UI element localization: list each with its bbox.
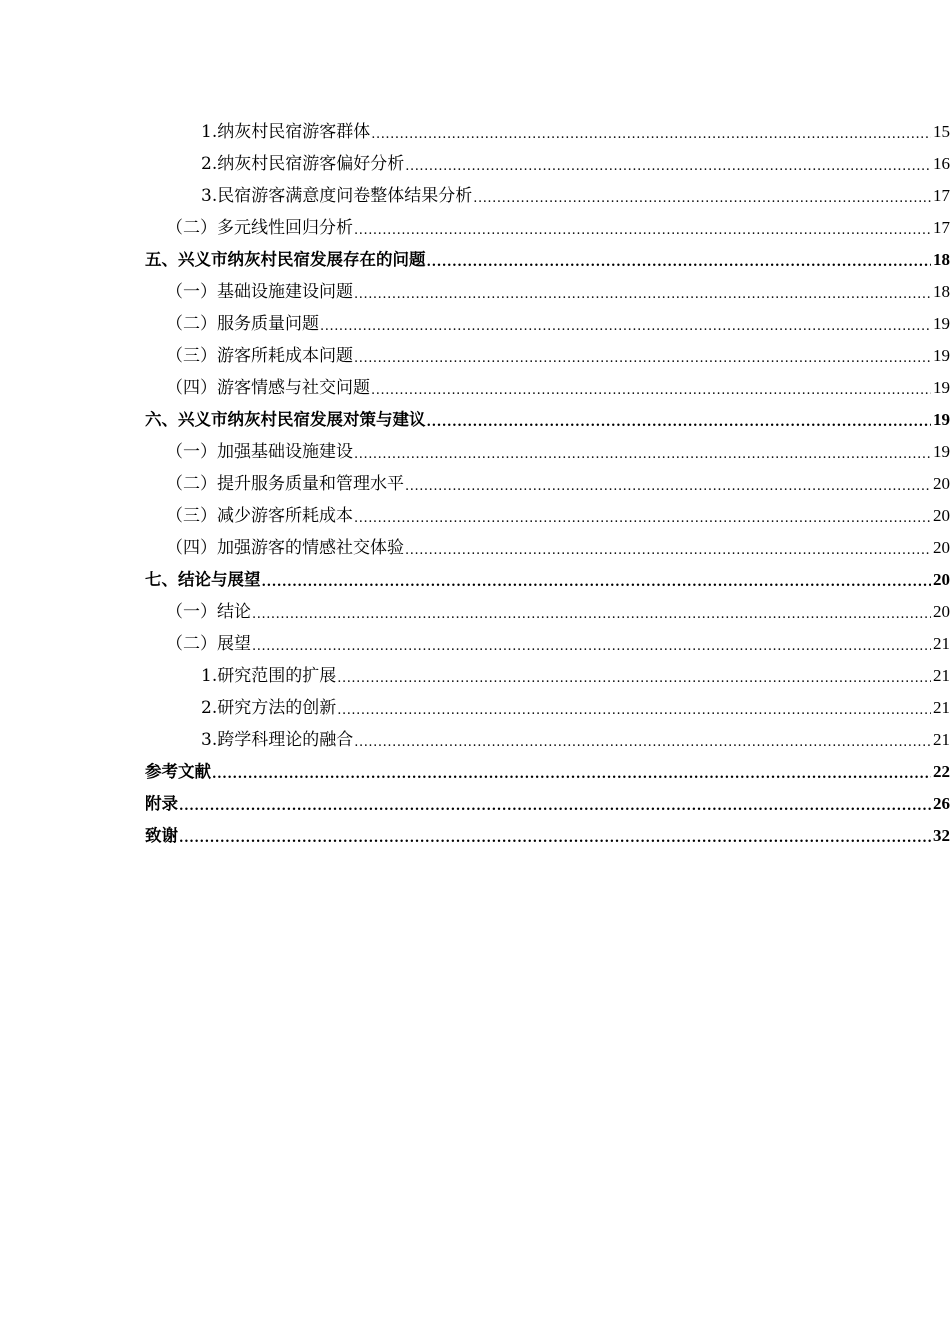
toc-entry-page-number: 19 bbox=[933, 346, 950, 365]
toc-entry-page-number: 21 bbox=[933, 634, 950, 653]
toc-entry[interactable] bbox=[0, 212, 950, 244]
toc-entry-content bbox=[166, 596, 950, 628]
toc-entry-page-number: 20 bbox=[933, 570, 950, 589]
toc-entry[interactable] bbox=[0, 724, 950, 756]
toc-entry-label: 1.纳灰村民宿游客群体 bbox=[201, 122, 371, 142]
toc-entry-content bbox=[145, 244, 950, 276]
toc-entry-page-number: 19 bbox=[933, 442, 950, 461]
toc-dot-leader bbox=[354, 276, 931, 308]
toc-entry-label: 附录 bbox=[145, 794, 178, 813]
toc-entry[interactable] bbox=[0, 180, 950, 212]
toc-entry-content bbox=[145, 756, 950, 788]
toc-entry-page-number: 18 bbox=[933, 250, 950, 269]
toc-entry-content bbox=[201, 148, 950, 180]
toc-entry[interactable] bbox=[0, 436, 950, 468]
toc-entry-content bbox=[166, 340, 950, 372]
toc-entry-page-number: 26 bbox=[933, 794, 950, 813]
toc-dot-leader bbox=[473, 180, 931, 212]
toc-dot-leader bbox=[252, 628, 931, 660]
toc-entry-content bbox=[166, 308, 950, 340]
toc-entry-page-number: 19 bbox=[933, 410, 950, 429]
toc-entry-label: （二）服务质量问题 bbox=[166, 314, 319, 334]
toc-entry-label: （一）加强基础设施建设 bbox=[166, 442, 353, 462]
toc-entry-page-number: 20 bbox=[933, 602, 950, 621]
toc-entry-page-number: 20 bbox=[933, 538, 950, 557]
toc-entry-page-number: 21 bbox=[933, 666, 950, 685]
toc-dot-leader bbox=[354, 500, 931, 532]
toc-dot-leader bbox=[337, 692, 931, 724]
toc-dot-leader bbox=[371, 116, 931, 148]
toc-entry-page-number: 22 bbox=[933, 762, 950, 781]
toc-dot-leader bbox=[354, 340, 931, 372]
toc-entry-page-number: 32 bbox=[933, 826, 950, 845]
toc-entry-label: 2.纳灰村民宿游客偏好分析 bbox=[201, 154, 405, 174]
toc-entry-page-number: 19 bbox=[933, 314, 950, 333]
toc-entry-label: （一）结论 bbox=[166, 602, 251, 622]
toc-entry-content bbox=[166, 212, 950, 244]
toc-dot-leader bbox=[354, 724, 931, 756]
toc-dot-leader bbox=[405, 468, 931, 500]
toc-entry-label: （三）减少游客所耗成本 bbox=[166, 506, 353, 526]
toc-entry-content bbox=[166, 468, 950, 500]
toc-entry-label: 3.跨学科理论的融合 bbox=[201, 730, 354, 750]
toc-entry-page-number: 20 bbox=[933, 506, 950, 525]
toc-entry[interactable] bbox=[0, 244, 950, 276]
toc-entry[interactable] bbox=[0, 148, 950, 180]
table-of-contents bbox=[0, 116, 950, 852]
toc-entry-label: （四）游客情感与社交问题 bbox=[166, 378, 370, 398]
toc-entry-label: 参考文献 bbox=[145, 762, 211, 781]
toc-entry[interactable] bbox=[0, 596, 950, 628]
toc-entry[interactable] bbox=[0, 820, 950, 852]
toc-entry-label: （三）游客所耗成本问题 bbox=[166, 346, 353, 366]
toc-entry-label: 1.研究范围的扩展 bbox=[201, 666, 337, 686]
toc-dot-leader bbox=[179, 820, 931, 852]
toc-entry-content bbox=[201, 660, 950, 692]
toc-entry-content bbox=[145, 564, 950, 596]
toc-entry-content bbox=[166, 532, 950, 564]
toc-dot-leader bbox=[252, 596, 931, 628]
toc-entry-content bbox=[145, 820, 950, 852]
toc-entry[interactable] bbox=[0, 628, 950, 660]
toc-entry[interactable] bbox=[0, 468, 950, 500]
toc-entry-label: （四）加强游客的情感社交体验 bbox=[166, 538, 404, 558]
toc-entry[interactable] bbox=[0, 116, 950, 148]
toc-dot-leader bbox=[427, 404, 932, 436]
toc-entry[interactable] bbox=[0, 340, 950, 372]
toc-entry[interactable] bbox=[0, 660, 950, 692]
toc-entry-page-number: 20 bbox=[933, 474, 950, 493]
toc-entry[interactable] bbox=[0, 788, 950, 820]
toc-entry-label: 六、兴义市纳灰村民宿发展对策与建议 bbox=[145, 410, 426, 429]
toc-entry-label: （二）提升服务质量和管理水平 bbox=[166, 474, 404, 494]
toc-entry-content bbox=[166, 276, 950, 308]
toc-entry-content bbox=[201, 116, 950, 148]
toc-entry-page-number: 19 bbox=[933, 378, 950, 397]
toc-entry[interactable] bbox=[0, 756, 950, 788]
toc-entry-content bbox=[201, 692, 950, 724]
toc-dot-leader bbox=[320, 308, 931, 340]
toc-entry-content bbox=[166, 500, 950, 532]
toc-entry[interactable] bbox=[0, 404, 950, 436]
toc-entry-content bbox=[166, 628, 950, 660]
toc-entry[interactable] bbox=[0, 276, 950, 308]
toc-entry[interactable] bbox=[0, 564, 950, 596]
toc-entry-page-number: 21 bbox=[933, 730, 950, 749]
toc-dot-leader bbox=[405, 532, 931, 564]
toc-entry-content bbox=[145, 404, 950, 436]
toc-entry[interactable] bbox=[0, 532, 950, 564]
toc-entry-page-number: 18 bbox=[933, 282, 950, 301]
toc-entry-page-number: 15 bbox=[933, 122, 950, 141]
toc-entry-label: 3.民宿游客满意度问卷整体结果分析 bbox=[201, 186, 473, 206]
toc-entry-page-number: 17 bbox=[933, 218, 950, 237]
toc-dot-leader bbox=[354, 212, 931, 244]
toc-entry-page-number: 21 bbox=[933, 698, 950, 717]
toc-dot-leader bbox=[354, 436, 931, 468]
toc-dot-leader bbox=[262, 564, 932, 596]
toc-entry-content bbox=[145, 788, 950, 820]
toc-dot-leader bbox=[371, 372, 931, 404]
toc-dot-leader bbox=[427, 244, 932, 276]
toc-entry-label: 2.研究方法的创新 bbox=[201, 698, 337, 718]
toc-entry[interactable] bbox=[0, 692, 950, 724]
toc-entry[interactable] bbox=[0, 500, 950, 532]
toc-entry-label: 七、结论与展望 bbox=[145, 570, 261, 589]
toc-entry-content bbox=[166, 436, 950, 468]
toc-entry-page-number: 17 bbox=[933, 186, 950, 205]
toc-entry[interactable] bbox=[0, 308, 950, 340]
toc-entry[interactable] bbox=[0, 372, 950, 404]
toc-entry-label: （二）展望 bbox=[166, 634, 251, 654]
toc-dot-leader bbox=[337, 660, 931, 692]
toc-entry-page-number: 16 bbox=[933, 154, 950, 173]
toc-dot-leader bbox=[405, 148, 931, 180]
toc-entry-content bbox=[201, 180, 950, 212]
toc-entry-content bbox=[201, 724, 950, 756]
toc-entry-label: 致谢 bbox=[145, 826, 178, 845]
toc-dot-leader bbox=[179, 788, 931, 820]
toc-entry-label: 五、兴义市纳灰村民宿发展存在的问题 bbox=[145, 250, 426, 269]
toc-dot-leader bbox=[212, 756, 931, 788]
toc-entry-label: （一）基础设施建设问题 bbox=[166, 282, 353, 302]
toc-entry-content bbox=[166, 372, 950, 404]
toc-entry-label: （二）多元线性回归分析 bbox=[166, 218, 353, 238]
